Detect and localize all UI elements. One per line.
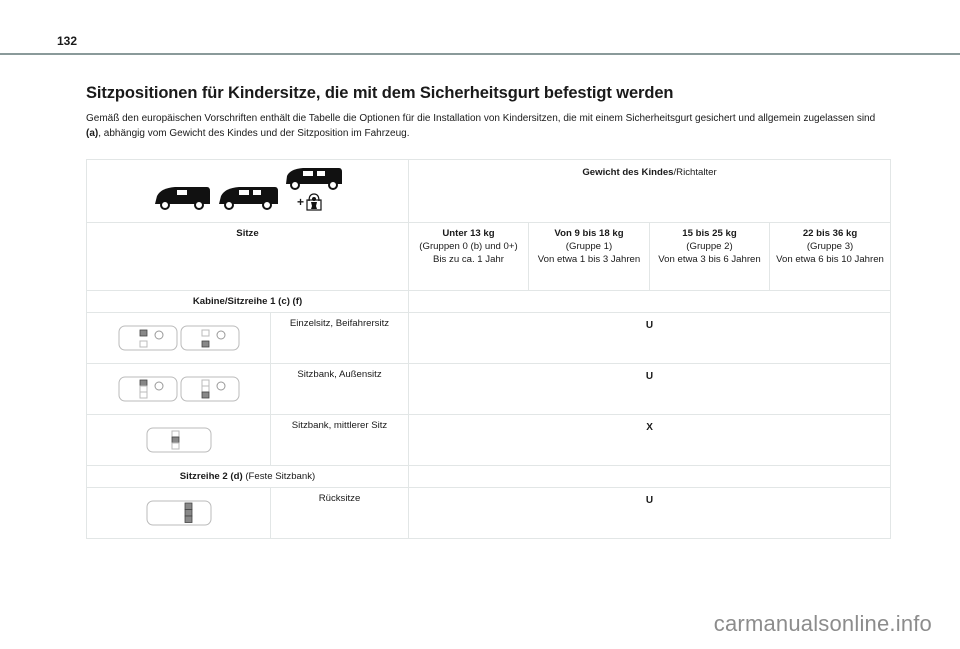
suitability-value: U [409, 364, 891, 415]
vehicle-icons-cell [87, 160, 409, 223]
van-long-icon [285, 166, 343, 192]
seat-plan-icons [87, 313, 271, 364]
van-medium-icon [217, 184, 279, 212]
seat-plan-bench-outer-right-icon [180, 374, 240, 404]
child-seat-icon [306, 193, 322, 211]
plus-sign: + [296, 194, 304, 209]
suitability-value: U [409, 488, 891, 539]
group-header-bold: Gewicht des Kindes [582, 167, 674, 178]
seat-plan-bench-middle-icon [146, 425, 212, 455]
child-seat-table [86, 159, 891, 539]
seat-plan-icons [87, 364, 271, 415]
seat-plan-icons [87, 415, 271, 466]
weight-label: 15 bis 25 kg [682, 228, 737, 239]
intro-text-1: Gemäß den europäischen Vorschriften enthält die Tabelle die Optionen für die Installation von Kindersitzen, die mit einem Sicherheitsgurt gesichert und allgemein zugelassen sind [86, 113, 876, 124]
seats-column-header: Sitze [87, 223, 409, 291]
header-divider [0, 53, 960, 55]
seat-label: Sitzbank, mittlerer Sitz [271, 415, 409, 466]
age-label: Von etwa 3 bis 6 Jahren [658, 254, 761, 265]
watermark: carmanualsonline.info [713, 611, 932, 636]
age-label: Von etwa 6 bis 10 Jahren [776, 254, 884, 265]
seat-plan-passenger-left-icon [118, 323, 178, 353]
footnote-ref-a: (a) [86, 128, 99, 139]
seat-label: Rücksitze [271, 488, 409, 539]
age-label: Bis zu ca. 1 Jahr [433, 254, 504, 265]
group-label: (Gruppe 2) [686, 241, 733, 252]
suitability-value: X [409, 415, 891, 466]
column-header-group-2 [650, 223, 770, 291]
weight-label: Unter 13 kg [442, 228, 495, 239]
van-short-icon [153, 184, 211, 212]
seat-plan-passenger-right-icon [180, 323, 240, 353]
section-row2-rest: (Feste Sitzbank) [242, 471, 316, 482]
section-row2-bold: Sitzreihe 2 (d) [179, 471, 243, 482]
group-label: (Gruppe 1) [565, 241, 613, 252]
group-header-rest: /Richtalter [673, 167, 717, 178]
section-cabin-row1: Kabine/Sitzreihe 1 (c) (f) [87, 291, 409, 313]
seat-plan-icons [87, 488, 271, 539]
weight-label: Von 9 bis 18 kg [554, 228, 624, 239]
age-label: Von etwa 1 bis 3 Jahren [537, 254, 641, 265]
empty-cell [409, 466, 891, 488]
group-label: (Gruppen 0 (b) und 0+) [419, 241, 518, 252]
column-header-group-0 [409, 223, 529, 291]
intro-paragraph [86, 111, 886, 141]
section-title: Sitzpositionen für Kindersitze, die mit dem Sicherheitsgurt befestigt werden [86, 84, 674, 102]
group-label: (Gruppe 3) [806, 241, 854, 252]
group-header [409, 160, 891, 223]
column-header-group-3 [770, 223, 891, 291]
suitability-value: U [409, 313, 891, 364]
seat-plan-bench-outer-left-icon [118, 374, 178, 404]
intro-text-2: , abhängig vom Gewicht des Kindes und der Sitzposition im Fahrzeug. [98, 128, 410, 139]
page-number: 132 [57, 34, 78, 48]
seat-label: Einzelsitz, Beifahrersitz [271, 313, 409, 364]
seat-label: Sitzbank, Außensitz [271, 364, 409, 415]
seat-plan-rear-bench-icon [146, 498, 212, 528]
weight-label: 22 bis 36 kg [802, 228, 858, 239]
section-row2 [87, 466, 409, 488]
column-header-group-1 [529, 223, 650, 291]
empty-cell [409, 291, 891, 313]
